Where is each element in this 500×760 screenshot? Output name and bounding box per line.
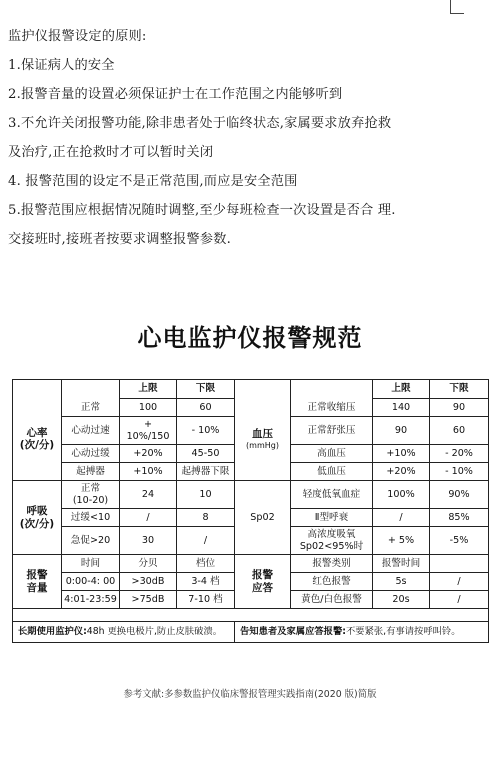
value-cell: 5s xyxy=(373,573,430,591)
value-cell: 30 xyxy=(120,527,177,555)
table-footer-row xyxy=(13,622,489,643)
value-cell: >30dB xyxy=(120,573,177,591)
value-cell: 20s xyxy=(373,591,430,609)
row-label xyxy=(62,481,120,509)
note-line: 5.报警范围应根据情况随时调整,至少每班检查一次设置是否合 理. xyxy=(8,203,396,218)
value-cell: 60 xyxy=(430,417,489,445)
row-label: 急促>20 xyxy=(62,527,120,555)
heart-rate-unit: (次/分) xyxy=(19,439,55,452)
value-cell: / xyxy=(373,509,430,527)
row-label: 低血压 xyxy=(291,463,373,481)
value-cell: 85% xyxy=(430,509,489,527)
row-label-line: 正常 xyxy=(80,483,101,495)
value-cell: >75dB xyxy=(120,591,177,609)
respiration-category xyxy=(13,481,62,555)
row-label: 红色报警 xyxy=(291,573,373,591)
note-line: 4. 报警范围的设定不是正常范围,而应是安全范围 xyxy=(8,174,298,189)
blood-pressure-category xyxy=(235,399,291,481)
row-label-line: 高浓度吸氧 xyxy=(307,529,356,541)
value-cell: -5% xyxy=(430,527,489,555)
heart-rate-category xyxy=(13,399,62,481)
value-cell: 90 xyxy=(373,417,430,445)
footer-text: 不要紧张,有事请按呼叫铃。 xyxy=(345,625,461,637)
monitor-alarm-spec-table xyxy=(12,379,489,643)
heart-upper-header: 上限 xyxy=(120,380,177,399)
spo2-label: Sp02 xyxy=(250,511,275,523)
row-label: 起搏器 xyxy=(62,463,120,481)
alarm-volume-label: 报警 xyxy=(26,569,48,582)
value-cell: 140 xyxy=(373,399,430,417)
value-cell: 4:01-23:59 xyxy=(62,591,120,609)
bp-lower-header: 下限 xyxy=(430,380,489,399)
blood-pressure-label: 血压 xyxy=(252,427,273,440)
alarm-response-label: 应答 xyxy=(252,581,273,594)
note-line: 2.报警音量的设置必须保证护士在工作范围之内能够听到 xyxy=(8,87,343,102)
alarm-response-label: 报警 xyxy=(252,569,273,582)
row-label: 心动过速 xyxy=(62,417,120,445)
value-cell: +20% xyxy=(373,463,430,481)
row-label-line: Sp02<95%时 xyxy=(299,540,364,552)
value-cell: + 5% xyxy=(373,527,430,555)
value-cell: / xyxy=(120,509,177,527)
value-cell xyxy=(120,417,177,445)
table-row xyxy=(13,481,489,509)
note-line: 3.不允许关闭报警功能,除非患者处于临终状态,家属要求放弃抢救 xyxy=(8,116,392,131)
blood-pressure-unit: (mmHg) xyxy=(246,440,279,450)
heart-lower-header: 下限 xyxy=(177,380,235,399)
row-label: 黄色/白色报警 xyxy=(291,591,373,609)
row-label: Ⅱ型呼衰 xyxy=(291,509,373,527)
handwritten-notes xyxy=(8,22,494,254)
document-title: 心电监护仪报警规范 xyxy=(137,323,363,352)
value-cell: 24 xyxy=(120,481,177,509)
footer-label: 告知患者及家属应答报警: xyxy=(240,625,346,637)
row-label: 轻度低氧血症 xyxy=(291,481,373,509)
alarm-volume-category xyxy=(13,555,62,609)
value-part: 10%/150 xyxy=(126,430,170,442)
footer-electrode-note xyxy=(13,622,235,643)
table-row xyxy=(13,555,489,573)
row-label: 过缓<10 xyxy=(62,509,120,527)
column-header: 时间 xyxy=(62,555,120,573)
note-line: 交接班时,接班者按要求调整报警参数. xyxy=(8,232,231,247)
footer-label: 长期使用监护仪: xyxy=(18,625,87,637)
alarm-volume-label: 音量 xyxy=(26,581,48,594)
table-spacer-row xyxy=(13,609,489,622)
note-line: 1.保证病人的安全 xyxy=(8,58,115,73)
respiration-label: 呼吸 xyxy=(26,505,48,518)
column-header: 档位 xyxy=(177,555,235,573)
footer-text: 48h 更换电极片,防止皮肤破溃。 xyxy=(86,625,222,637)
value-cell: / xyxy=(430,573,489,591)
value-cell: / xyxy=(430,591,489,609)
value-cell: - 10% xyxy=(177,417,235,445)
spo2-category xyxy=(235,481,291,555)
row-label: 正常收缩压 xyxy=(291,399,373,417)
value-cell: 60 xyxy=(177,399,235,417)
value-cell: +20% xyxy=(120,445,177,463)
value-cell: 起搏器下限 xyxy=(177,463,235,481)
column-header: 报警类别 xyxy=(291,555,373,573)
value-cell: 10 xyxy=(177,481,235,509)
value-cell: 0:00-4: 00 xyxy=(62,573,120,591)
value-part: + xyxy=(143,419,153,431)
value-cell: - 10% xyxy=(430,463,489,481)
value-cell: +10% xyxy=(120,463,177,481)
row-label: 高血压 xyxy=(291,445,373,463)
value-cell: 90% xyxy=(430,481,489,509)
page-corner-mark xyxy=(450,0,464,14)
row-label-line: (10-20) xyxy=(72,494,109,506)
respiration-unit: (次/分) xyxy=(19,517,55,530)
column-header: 报警时间 xyxy=(373,555,430,573)
row-label: 正常舒张压 xyxy=(291,417,373,445)
heart-rate-label: 心率 xyxy=(26,427,48,440)
alarm-response-category xyxy=(235,555,291,609)
note-line: 及治疗,正在抢救时才可以暂时关闭 xyxy=(8,145,214,160)
row-label: 正常 xyxy=(62,399,120,417)
value-cell: 3-4 档 xyxy=(177,573,235,591)
reference-citation: 参考文献:多参数监护仪临床警报管理实践指南(2020 版)简版 xyxy=(123,689,377,700)
value-cell: 8 xyxy=(177,509,235,527)
value-cell: 100 xyxy=(120,399,177,417)
value-cell: 90 xyxy=(430,399,489,417)
value-cell: 7-10 档 xyxy=(177,591,235,609)
value-cell: / xyxy=(177,527,235,555)
row-label xyxy=(291,527,373,555)
value-cell: 45-50 xyxy=(177,445,235,463)
table-header-row xyxy=(13,380,489,399)
row-label: 心动过缓 xyxy=(62,445,120,463)
bp-upper-header: 上限 xyxy=(373,380,430,399)
column-header: 分贝 xyxy=(120,555,177,573)
notes-title: 监护仪报警设定的原则: xyxy=(8,29,147,44)
footer-response-note xyxy=(235,622,489,643)
table-row xyxy=(13,399,489,417)
value-cell: - 20% xyxy=(430,445,489,463)
value-cell: 100% xyxy=(373,481,430,509)
value-cell: +10% xyxy=(373,445,430,463)
